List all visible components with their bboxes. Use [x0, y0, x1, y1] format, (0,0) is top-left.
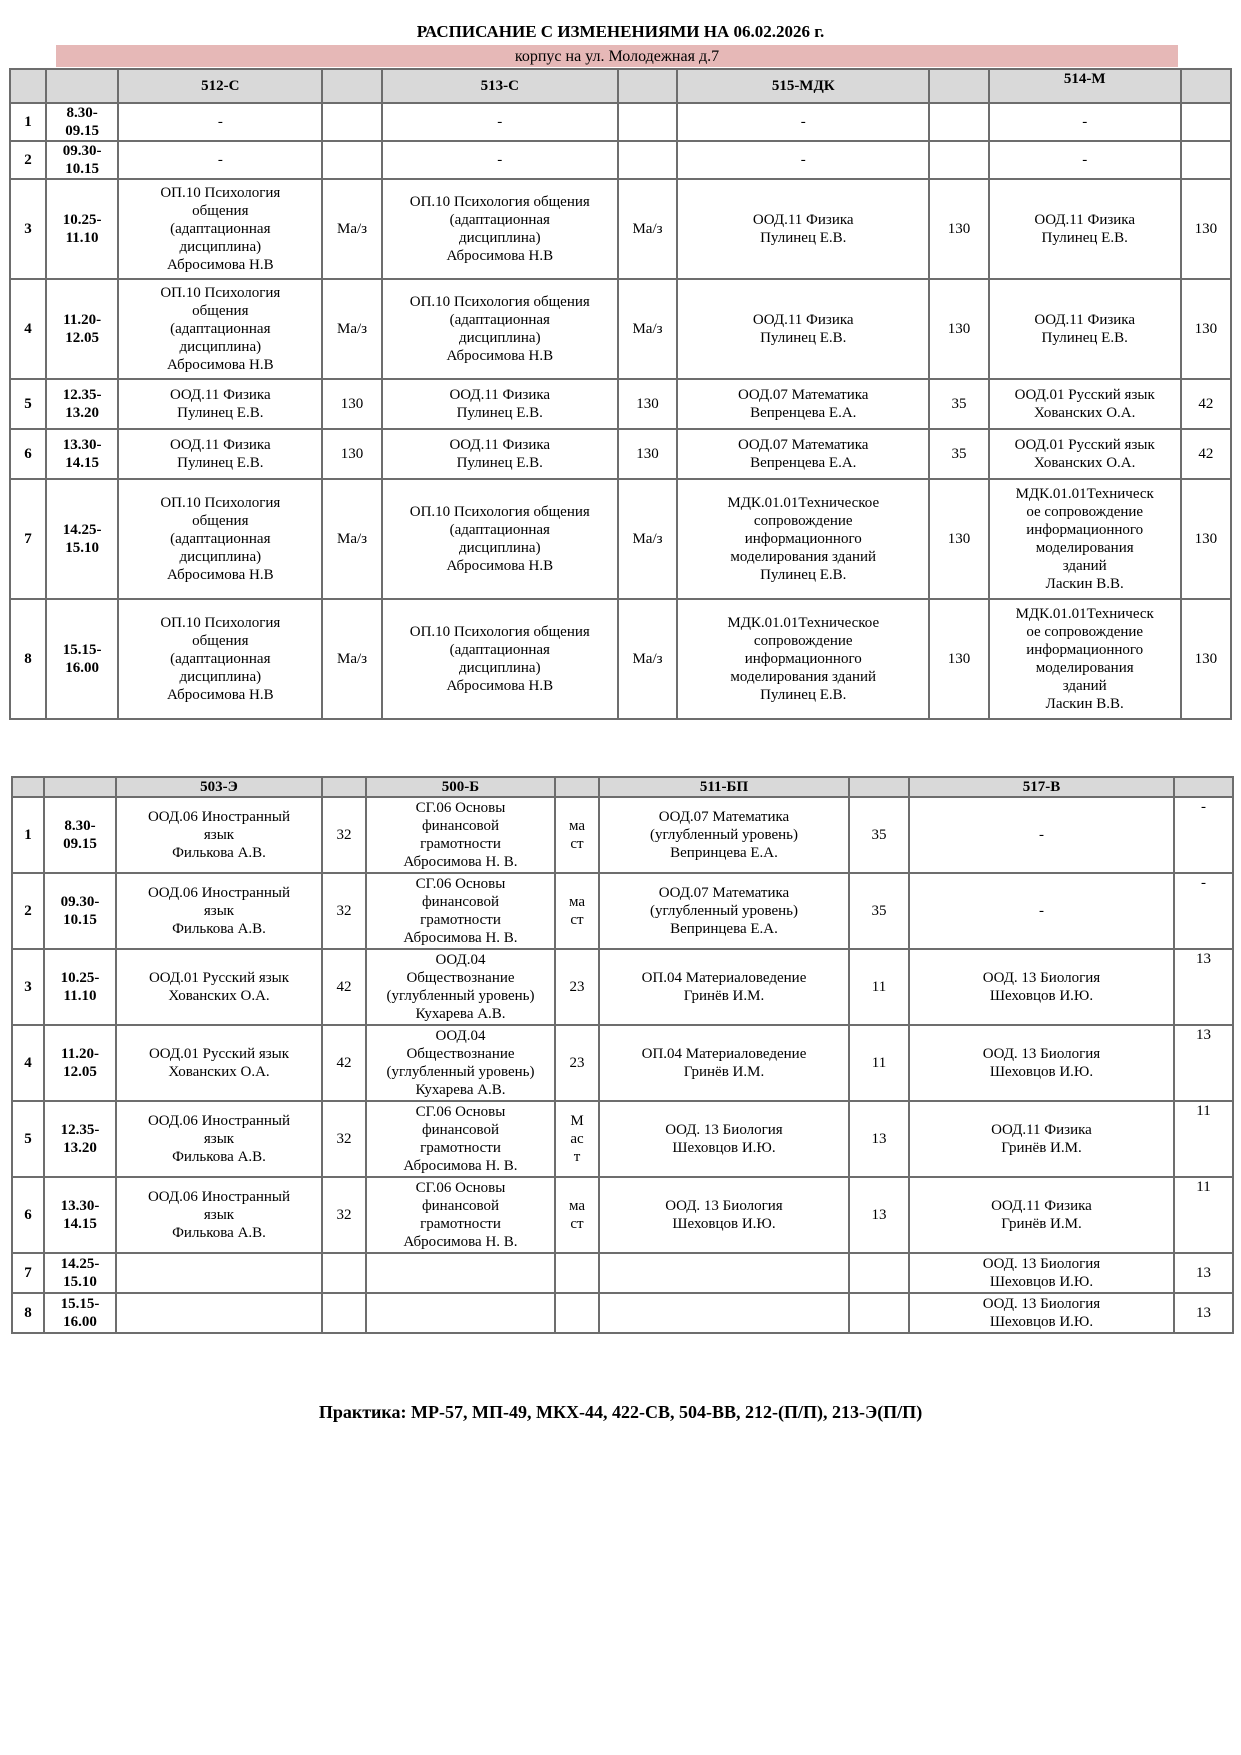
- subject-cell: ООД.11 Физика Пулинец Е.В.: [989, 179, 1181, 279]
- subject-cell: ООД.07 Математика Вепренцева Е.А.: [677, 429, 929, 479]
- room-cell: [1181, 141, 1231, 179]
- table-row: [10, 279, 1231, 379]
- lesson-time: 10.25- 11.10: [44, 949, 116, 1025]
- room-cell: 32: [322, 1101, 366, 1177]
- lesson-number: 7: [10, 479, 46, 599]
- lesson-number: 7: [12, 1253, 44, 1293]
- subject-cell: ОП.10 Психология общения (адаптационная дисциплина) Абросимова Н.В: [118, 279, 322, 379]
- room-cell: Ма/з: [618, 279, 677, 379]
- lesson-time: 8.30- 09.15: [46, 103, 118, 141]
- room-cell: 35: [849, 797, 909, 873]
- room-cell: [618, 103, 677, 141]
- room-cell: [929, 141, 988, 179]
- subject-cell: ООД.07 Математика (углубленный уровень) Вепринцева Е.А.: [599, 797, 849, 873]
- subject-cell: ООД.11 Физика Пулинец Е.В.: [677, 279, 929, 379]
- table-row: [10, 429, 1231, 479]
- room-cell: 42: [1181, 429, 1231, 479]
- room-header: [322, 777, 366, 797]
- subject-cell: ООД.11 Физика Пулинец Е.В.: [989, 279, 1181, 379]
- room-cell: [322, 103, 381, 141]
- room-cell: [322, 1293, 366, 1333]
- room-cell: [849, 1293, 909, 1333]
- subject-cell: -: [118, 141, 322, 179]
- subject-cell: [116, 1293, 322, 1333]
- table-row: [12, 873, 1233, 949]
- subject-cell: ОП.10 Психология общения (адаптационная дисциплина) Абросимова Н.В: [382, 279, 618, 379]
- subject-cell: ООД.06 Иностранный язык Филькова А.В.: [116, 873, 322, 949]
- room-cell: 32: [322, 873, 366, 949]
- room-cell: ма ст: [555, 797, 599, 873]
- table-row: [10, 379, 1231, 429]
- subject-cell: -: [118, 103, 322, 141]
- lesson-time: 8.30- 09.15: [44, 797, 116, 873]
- subject-cell: ООД.06 Иностранный язык Филькова А.В.: [116, 797, 322, 873]
- room-cell: 130: [1181, 179, 1231, 279]
- room-cell: 130: [1181, 479, 1231, 599]
- lesson-number: 5: [12, 1101, 44, 1177]
- group-header: 515-МДК: [677, 69, 929, 103]
- subject-cell: ООД.01 Русский язык Хованских О.А.: [116, 1025, 322, 1101]
- room-cell: [555, 1253, 599, 1293]
- subject-cell: ООД. 13 Биология Шеховцов И.Ю.: [909, 949, 1174, 1025]
- room-cell: 32: [322, 1177, 366, 1253]
- subject-cell: СГ.06 Основы финансовой грамотности Абросимова Н. В.: [366, 1101, 555, 1177]
- room-cell: 32: [322, 797, 366, 873]
- room-cell: 130: [618, 379, 677, 429]
- subject-cell: СГ.06 Основы финансовой грамотности Абросимова Н. В.: [366, 797, 555, 873]
- header-num-cell: [12, 777, 44, 797]
- subject-cell: МДК.01.01Техническ ое сопровождение информационного моделирования зданий Ласкин В.В.: [989, 599, 1181, 719]
- room-cell: 130: [322, 379, 381, 429]
- subject-cell: ОП.10 Психология общения (адаптационная дисциплина) Абросимова Н.В: [118, 479, 322, 599]
- subject-cell: ООД. 13 Биология Шеховцов И.Ю.: [599, 1101, 849, 1177]
- subject-cell: [116, 1253, 322, 1293]
- subject-cell: ООД.11 Физика Пулинец Е.В.: [677, 179, 929, 279]
- subject-cell: ООД. 13 Биология Шеховцов И.Ю.: [909, 1293, 1174, 1333]
- room-header: [849, 777, 909, 797]
- room-cell: 13: [1174, 1025, 1233, 1101]
- subject-cell: ООД.01 Русский язык Хованских О.А.: [116, 949, 322, 1025]
- room-cell: 35: [929, 429, 988, 479]
- room-cell: Ма/з: [618, 479, 677, 599]
- lesson-time: 09.30- 10.15: [46, 141, 118, 179]
- table-row: [12, 1293, 1233, 1333]
- subject-cell: ООД. 13 Биология Шеховцов И.Ю.: [909, 1025, 1174, 1101]
- subject-cell: СГ.06 Основы финансовой грамотности Абросимова Н. В.: [366, 1177, 555, 1253]
- subject-cell: ОП.04 Материаловедение Гринёв И.М.: [599, 1025, 849, 1101]
- page-title: РАСПИСАНИЕ С ИЗМЕНЕНИЯМИ НА 06.02.2026 г.: [416, 22, 825, 41]
- room-cell: [322, 141, 381, 179]
- room-cell: 13: [1174, 1293, 1233, 1333]
- room-header: [555, 777, 599, 797]
- room-header: [618, 69, 677, 103]
- room-cell: 42: [322, 949, 366, 1025]
- table-row: [12, 1025, 1233, 1101]
- subject-cell: ООД.06 Иностранный язык Филькова А.В.: [116, 1177, 322, 1253]
- subject-cell: ОП.10 Психология общения (адаптационная дисциплина) Абросимова Н.В: [382, 599, 618, 719]
- subject-cell: МДК.01.01Техническое сопровождение информационного моделирования зданий Пулинец Е.В.: [677, 599, 929, 719]
- lesson-time: 10.25- 11.10: [46, 179, 118, 279]
- subject-cell: ООД. 13 Биология Шеховцов И.Ю.: [599, 1177, 849, 1253]
- subject-cell: МДК.01.01Техническое сопровождение информационного моделирования зданий Пулинец Е.В.: [677, 479, 929, 599]
- room-header: [322, 69, 381, 103]
- lesson-number: 8: [12, 1293, 44, 1333]
- subject-cell: ОП.04 Материаловедение Гринёв И.М.: [599, 949, 849, 1025]
- lesson-number: 4: [10, 279, 46, 379]
- lesson-time: 14.25- 15.10: [44, 1253, 116, 1293]
- subject-cell: ОП.10 Психология общения (адаптационная дисциплина) Абросимова Н.В: [382, 179, 618, 279]
- lesson-number: 6: [10, 429, 46, 479]
- subject-cell: -: [909, 873, 1174, 949]
- room-cell: [1181, 103, 1231, 141]
- group-header: 500-Б: [366, 777, 555, 797]
- room-cell: М ас т: [555, 1101, 599, 1177]
- room-cell: 13: [849, 1101, 909, 1177]
- subject-cell: ОП.10 Психология общения (адаптационная дисциплина) Абросимова Н.В: [118, 179, 322, 279]
- lesson-number: 4: [12, 1025, 44, 1101]
- room-cell: 23: [555, 949, 599, 1025]
- table-row: [10, 599, 1231, 719]
- lesson-time: 14.25- 15.10: [46, 479, 118, 599]
- subject-cell: ООД. 13 Биология Шеховцов И.Ю.: [909, 1253, 1174, 1293]
- subject-cell: -: [382, 103, 618, 141]
- table-row: [12, 1253, 1233, 1293]
- room-cell: 13: [1174, 1253, 1233, 1293]
- subject-cell: ОП.10 Психология общения (адаптационная дисциплина) Абросимова Н.В: [382, 479, 618, 599]
- room-cell: Ма/з: [618, 599, 677, 719]
- room-header: [1174, 777, 1233, 797]
- room-cell: 130: [322, 429, 381, 479]
- room-header: [1181, 69, 1231, 103]
- table-row: [10, 141, 1231, 179]
- room-cell: 35: [929, 379, 988, 429]
- group-header: 511-БП: [599, 777, 849, 797]
- room-cell: 130: [929, 479, 988, 599]
- schedule-table-2: [11, 776, 1234, 1334]
- lesson-number: 2: [10, 141, 46, 179]
- subject-cell: ОП.10 Психология общения (адаптационная дисциплина) Абросимова Н.В: [118, 599, 322, 719]
- subject-cell: -: [677, 141, 929, 179]
- lesson-number: 8: [10, 599, 46, 719]
- table-header-row: [10, 69, 1231, 103]
- lesson-time: 15.15- 16.00: [46, 599, 118, 719]
- subject-cell: [366, 1293, 555, 1333]
- header-time-cell: [44, 777, 116, 797]
- room-cell: [929, 103, 988, 141]
- room-cell: 130: [618, 429, 677, 479]
- lesson-time: 12.35- 13.20: [46, 379, 118, 429]
- room-cell: ма ст: [555, 1177, 599, 1253]
- subject-cell: ООД.11 Физика Пулинец Е.В.: [118, 429, 322, 479]
- lesson-number: 2: [12, 873, 44, 949]
- room-cell: Ма/з: [322, 279, 381, 379]
- table-row: [10, 103, 1231, 141]
- subject-cell: ООД.07 Математика (углубленный уровень) Вепринцева Е.А.: [599, 873, 849, 949]
- room-cell: [849, 1253, 909, 1293]
- subject-cell: [599, 1293, 849, 1333]
- lesson-time: 12.35- 13.20: [44, 1101, 116, 1177]
- group-header: 512-С: [118, 69, 322, 103]
- subject-cell: ООД.11 Физика Пулинец Е.В.: [382, 379, 618, 429]
- subject-cell: ООД.11 Физика Пулинец Е.В.: [118, 379, 322, 429]
- room-cell: 130: [1181, 279, 1231, 379]
- room-cell: 130: [929, 179, 988, 279]
- room-cell: 13: [1174, 949, 1233, 1025]
- lesson-number: 5: [10, 379, 46, 429]
- group-header: 514-М: [989, 69, 1181, 103]
- subject-cell: -: [382, 141, 618, 179]
- subject-cell: ООД.06 Иностранный язык Филькова А.В.: [116, 1101, 322, 1177]
- room-header: [929, 69, 988, 103]
- group-header: 513-С: [382, 69, 618, 103]
- lesson-time: 09.30- 10.15: [44, 873, 116, 949]
- room-cell: 130: [929, 279, 988, 379]
- table-header-row: [12, 777, 1233, 797]
- table-row: [12, 949, 1233, 1025]
- subject-cell: -: [677, 103, 929, 141]
- lesson-number: 1: [10, 103, 46, 141]
- room-cell: 130: [929, 599, 988, 719]
- subject-cell: -: [989, 103, 1181, 141]
- schedule-table-1: [9, 68, 1232, 720]
- room-cell: -: [1174, 873, 1233, 949]
- room-cell: Ма/з: [322, 179, 381, 279]
- lesson-time: 13.30- 14.15: [44, 1177, 116, 1253]
- room-cell: ма ст: [555, 873, 599, 949]
- table-row: [12, 797, 1233, 873]
- room-cell: 11: [849, 949, 909, 1025]
- building-subtitle: корпус на ул. Молодежная д.7: [56, 45, 1178, 67]
- header-time-cell: [46, 69, 118, 103]
- room-cell: 130: [1181, 599, 1231, 719]
- subject-cell: -: [909, 797, 1174, 873]
- room-cell: 11: [1174, 1177, 1233, 1253]
- lesson-time: 11.20- 12.05: [44, 1025, 116, 1101]
- header-num-cell: [10, 69, 46, 103]
- room-cell: [555, 1293, 599, 1333]
- subject-cell: ООД.11 Физика Гринёв И.М.: [909, 1101, 1174, 1177]
- room-cell: Ма/з: [618, 179, 677, 279]
- subject-cell: ООД.01 Русский язык Хованских О.А.: [989, 429, 1181, 479]
- group-header: 517-В: [909, 777, 1174, 797]
- lesson-time: 11.20- 12.05: [46, 279, 118, 379]
- subject-cell: ООД.07 Математика Вепренцева Е.А.: [677, 379, 929, 429]
- table-row: [12, 1101, 1233, 1177]
- room-cell: 23: [555, 1025, 599, 1101]
- subject-cell: -: [989, 141, 1181, 179]
- lesson-time: 13.30- 14.15: [46, 429, 118, 479]
- subject-cell: ООД.11 Физика Гринёв И.М.: [909, 1177, 1174, 1253]
- subject-cell: [366, 1253, 555, 1293]
- subject-cell: [599, 1253, 849, 1293]
- lesson-number: 3: [10, 179, 46, 279]
- room-cell: 35: [849, 873, 909, 949]
- subject-cell: СГ.06 Основы финансовой грамотности Абросимова Н. В.: [366, 873, 555, 949]
- room-cell: [322, 1253, 366, 1293]
- room-cell: -: [1174, 797, 1233, 873]
- lesson-time: 15.15- 16.00: [44, 1293, 116, 1333]
- room-cell: 42: [322, 1025, 366, 1101]
- practice-footer: Практика: МР-57, МП-49, МКХ-44, 422-СВ, 504-ВВ, 212-(П/П), 213-Э(П/П): [318, 1402, 923, 1422]
- lesson-number: 3: [12, 949, 44, 1025]
- table-row: [12, 1177, 1233, 1253]
- lesson-number: 6: [12, 1177, 44, 1253]
- subject-cell: ООД.04 Обществознание (углубленный уровень) Кухарева А.В.: [366, 949, 555, 1025]
- room-cell: Ма/з: [322, 479, 381, 599]
- table-row: [10, 179, 1231, 279]
- subject-cell: МДК.01.01Техническ ое сопровождение информационного моделирования зданий Ласкин В.В.: [989, 479, 1181, 599]
- subject-cell: ООД.04 Обществознание (углубленный уровень) Кухарева А.В.: [366, 1025, 555, 1101]
- subject-cell: ООД.11 Физика Пулинец Е.В.: [382, 429, 618, 479]
- room-cell: [618, 141, 677, 179]
- room-cell: Ма/з: [322, 599, 381, 719]
- lesson-number: 1: [12, 797, 44, 873]
- room-cell: 42: [1181, 379, 1231, 429]
- room-cell: 13: [849, 1177, 909, 1253]
- group-header: 503-Э: [116, 777, 322, 797]
- room-cell: 11: [849, 1025, 909, 1101]
- room-cell: 11: [1174, 1101, 1233, 1177]
- subject-cell: ООД.01 Русский язык Хованских О.А.: [989, 379, 1181, 429]
- table-row: [10, 479, 1231, 599]
